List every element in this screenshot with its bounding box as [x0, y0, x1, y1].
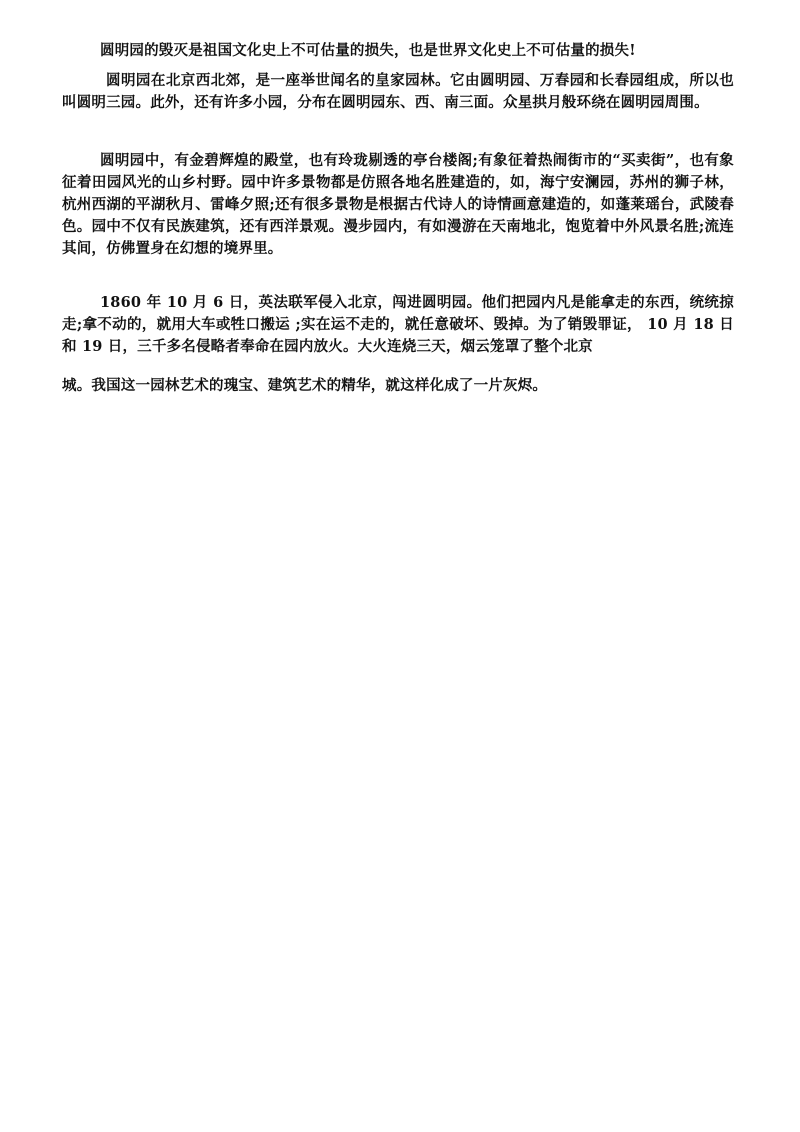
intro-sentence: 圆明园的毁灭是祖国文化史上不可估量的损失，也是世界文化史上不可估量的损失! [100, 42, 636, 59]
paragraph-scenery: 圆明园中，有金碧辉煌的殿堂，也有玲珑剔透的亭台楼阁;有象征着热闹街市的“买卖街”，也有象征着田园风光的山乡村野。园中许多景物都是仿照各地名胜建造的，如，海宁安澜园，苏州的狮子林，杭州西湖的平湖秋月、雷峰夕照;还有很多景物是根据古代诗人的诗情画意建造的，如蓬莱瑶台，武陵春色。园中不仅有民族建筑，还有西洋景观。漫步园内，有如漫游在天南地北，饱览着中外风景名胜;流连其间，仿佛置身在幻想的境界里。 [62, 152, 734, 257]
paragraph-destruction: 1860 年 10 月 6 日，英法联军侵入北京，闯进圆明园。他们把园内凡是能拿走的东西，统统掠走;拿不动的，就用大车或牲口搬运 ;实在运不走的，就任意破坏、毁掉。为了销毁罪证， 10 月 18 日和 19 日，三千多名侵略者奉命在园内放火。大火连烧三天，烟云笼罩了整个北京 [62, 294, 734, 355]
paragraph-location: 圆明园在北京西北郊，是一座举世闻名的皇家园林。它由圆明园、万春园和长春园组成，所以也叫圆明三园。此外，还有许多小园，分布在圆明园东、西、南三面。众星拱月般环绕在圆明园周围。 [62, 72, 734, 111]
paragraph-conclusion: 城。我国这一园林艺术的瑰宝、建筑艺术的精华，就这样化成了一片灰烬。 [62, 377, 548, 394]
